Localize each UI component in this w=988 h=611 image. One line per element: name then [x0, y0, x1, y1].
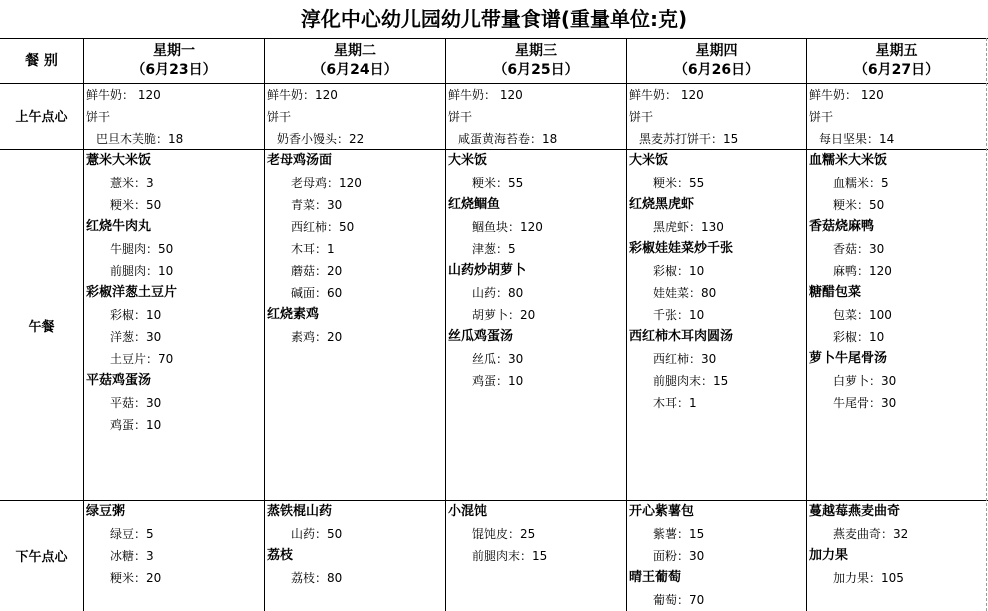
morning-snack-item: 奶香小馒头：22 — [277, 132, 365, 146]
ingredient: 木耳：1 — [653, 396, 697, 410]
dish-name: 红烧鲴鱼 — [448, 197, 501, 212]
day-header-thu — [627, 39, 806, 83]
meal-label-morning: 上午点心 — [15, 110, 68, 125]
afternoon-cell-wed — [448, 501, 547, 567]
dish-name: 香菇烧麻鸭 — [809, 219, 875, 234]
ingredient: 绿豆：5 — [110, 527, 154, 541]
ingredient: 香菇：30 — [833, 242, 885, 256]
col-border-1 — [264, 38, 265, 611]
ingredient: 粳米：50 — [110, 198, 162, 212]
dish-name: 红烧牛肉丸 — [86, 219, 152, 234]
ingredient: 木耳：1 — [291, 242, 335, 256]
ingredient: 燕麦曲奇：32 — [833, 527, 909, 541]
morning-biscuit: 饼干 — [809, 110, 834, 124]
dish-name: 西红柿木耳肉圆汤 — [629, 329, 734, 344]
dish-name: 平菇鸡蛋汤 — [86, 373, 152, 388]
day-date: （6月23日） — [131, 62, 217, 78]
ingredient: 碱面：60 — [291, 286, 343, 300]
morning-cell-thu — [629, 84, 738, 150]
ingredient: 素鸡：20 — [291, 330, 343, 344]
ingredient: 冰糖：3 — [110, 549, 154, 563]
morning-cell-mon — [86, 84, 183, 150]
lunch-cell-tue — [267, 150, 362, 348]
dish-name: 老母鸡汤面 — [267, 153, 333, 168]
day-header-tue — [265, 39, 445, 83]
day-header-fri — [807, 39, 986, 83]
day-date: （6月27日） — [853, 62, 940, 78]
day-name: 星期五 — [875, 43, 918, 59]
ingredient: 平菇：30 — [110, 396, 162, 410]
dish-name: 薏米大米饭 — [86, 153, 152, 168]
ingredient: 西红柿：30 — [653, 352, 717, 366]
ingredient: 彩椒：10 — [653, 264, 705, 278]
ingredient: 黑虎虾：130 — [653, 220, 724, 234]
ingredient: 老母鸡：120 — [291, 176, 362, 190]
ingredient: 鲴鱼块：120 — [472, 220, 543, 234]
morning-milk: 鲜牛奶： 120 — [86, 88, 161, 102]
day-name: 星期一 — [153, 43, 195, 59]
dish-name: 红烧素鸡 — [267, 307, 320, 322]
col-border-5 — [986, 38, 987, 611]
ingredient: 彩椒：10 — [110, 308, 162, 322]
morning-biscuit: 饼干 — [448, 110, 473, 124]
morning-cell-wed — [448, 84, 557, 150]
morning-cell-tue — [267, 84, 364, 150]
ingredient: 西红柿：50 — [291, 220, 355, 234]
dish-name: 蔓越莓燕麦曲奇 — [809, 504, 901, 519]
day-header-mon — [84, 39, 264, 83]
dish-name: 小混饨 — [448, 504, 488, 519]
afternoon-cell-tue — [267, 501, 342, 589]
dish-name: 加力果 — [809, 548, 849, 563]
ingredient: 牛尾骨：30 — [833, 396, 897, 410]
morning-snack-item: 每日坚果：14 — [819, 132, 895, 146]
ingredient: 胡萝卜：20 — [472, 308, 536, 322]
dish-name: 山药炒胡萝卜 — [448, 263, 527, 278]
ingredient: 粳米：55 — [653, 176, 705, 190]
afternoon-cell-mon — [86, 501, 161, 589]
ingredient: 鸡蛋：10 — [472, 374, 524, 388]
ingredient: 馄饨皮：25 — [472, 527, 536, 541]
day-date: （6月25日） — [493, 62, 579, 78]
lunch-cell-wed — [448, 150, 543, 392]
day-header-wed — [446, 39, 626, 83]
col-border-2 — [445, 38, 446, 611]
ingredient: 津葱：5 — [472, 242, 516, 256]
ingredient: 青菜：30 — [291, 198, 343, 212]
morning-cell-fri — [809, 84, 894, 150]
dish-name: 糖醋包菜 — [809, 285, 862, 300]
dish-name: 丝瓜鸡蛋汤 — [448, 329, 514, 344]
ingredient: 葡萄：70 — [653, 593, 705, 607]
ingredient: 山药：50 — [291, 527, 343, 541]
day-name: 星期二 — [334, 43, 376, 59]
dish-name: 彩椒洋葱土豆片 — [86, 285, 178, 300]
ingredient: 山药：80 — [472, 286, 524, 300]
day-date: （6月24日） — [312, 62, 398, 78]
morning-snack-item: 巴旦木芙脆：18 — [96, 132, 184, 146]
morning-biscuit: 饼干 — [86, 110, 111, 124]
meal-label-lunch: 午餐 — [28, 320, 55, 335]
morning-snack-item: 黑麦苏打饼干：15 — [639, 132, 739, 146]
ingredient: 粳米：55 — [472, 176, 524, 190]
ingredient: 紫薯：15 — [653, 527, 705, 541]
dish-name: 开心紫薯包 — [629, 504, 695, 519]
ingredient: 血糯米：5 — [833, 176, 889, 190]
col-border-3 — [626, 38, 627, 611]
ingredient: 丝瓜：30 — [472, 352, 524, 366]
dish-name: 大米饭 — [448, 153, 488, 168]
col-border-4 — [806, 38, 807, 611]
dish-name: 彩椒娃娃菜炒千张 — [629, 241, 734, 256]
morning-milk: 鲜牛奶：120 — [267, 88, 338, 102]
dish-name: 萝卜牛尾骨汤 — [809, 351, 888, 366]
ingredient: 粳米：20 — [110, 571, 162, 585]
morning-biscuit: 饼干 — [267, 110, 292, 124]
afternoon-cell-thu — [629, 501, 704, 611]
ingredient: 白萝卜：30 — [833, 374, 897, 388]
day-name: 星期三 — [515, 43, 557, 59]
ingredient: 千张：10 — [653, 308, 705, 322]
ingredient: 前腿肉末：15 — [653, 374, 729, 388]
lunch-cell-fri — [809, 150, 896, 414]
ingredient: 洋葱：30 — [110, 330, 162, 344]
day-name: 星期四 — [695, 43, 738, 59]
ingredient: 鸡蛋：10 — [110, 418, 162, 432]
day-date: （6月26日） — [673, 62, 760, 78]
col-border-0 — [83, 38, 84, 611]
dish-name: 血糯米大米饭 — [809, 153, 888, 168]
afternoon-cell-fri — [809, 501, 908, 589]
morning-milk: 鲜牛奶： 120 — [448, 88, 523, 102]
ingredient: 前腿肉：10 — [110, 264, 174, 278]
dish-name: 绿豆粥 — [86, 504, 126, 519]
morning-biscuit: 饼干 — [629, 110, 654, 124]
menu-title: 淳化中心幼儿园幼儿带量食谱(重量单位:克) — [300, 7, 688, 31]
lunch-cell-mon — [86, 150, 177, 436]
morning-milk: 鲜牛奶： 120 — [809, 88, 884, 102]
ingredient: 薏米：3 — [110, 176, 154, 190]
ingredient: 蘑菇：20 — [291, 264, 343, 278]
ingredient: 彩椒：10 — [833, 330, 885, 344]
ingredient: 土豆片：70 — [110, 352, 174, 366]
lunch-cell-thu — [629, 150, 733, 414]
dish-name: 大米饭 — [629, 153, 669, 168]
dish-name: 红烧黑虎虾 — [629, 197, 695, 212]
ingredient: 前腿肉末：15 — [472, 549, 548, 563]
ingredient: 娃娃菜：80 — [653, 286, 717, 300]
ingredient: 麻鸭：120 — [833, 264, 892, 278]
ingredient: 包菜：100 — [833, 308, 892, 322]
dish-name: 晴王葡萄 — [629, 570, 682, 585]
ingredient: 粳米：50 — [833, 198, 885, 212]
dish-name: 荔枝 — [267, 548, 294, 563]
ingredient: 加力果：105 — [833, 571, 904, 585]
ingredient: 牛腿肉：50 — [110, 242, 174, 256]
meal-label-afternoon: 下午点心 — [15, 550, 68, 565]
morning-milk: 鲜牛奶： 120 — [629, 88, 704, 102]
dish-name: 蒸铁棍山药 — [267, 504, 333, 519]
ingredient: 荔枝：80 — [291, 571, 343, 585]
morning-snack-item: 咸蛋黄海苔卷：18 — [458, 132, 558, 146]
meal-column-header: 餐 别 — [25, 53, 58, 69]
ingredient: 面粉：30 — [653, 549, 705, 563]
